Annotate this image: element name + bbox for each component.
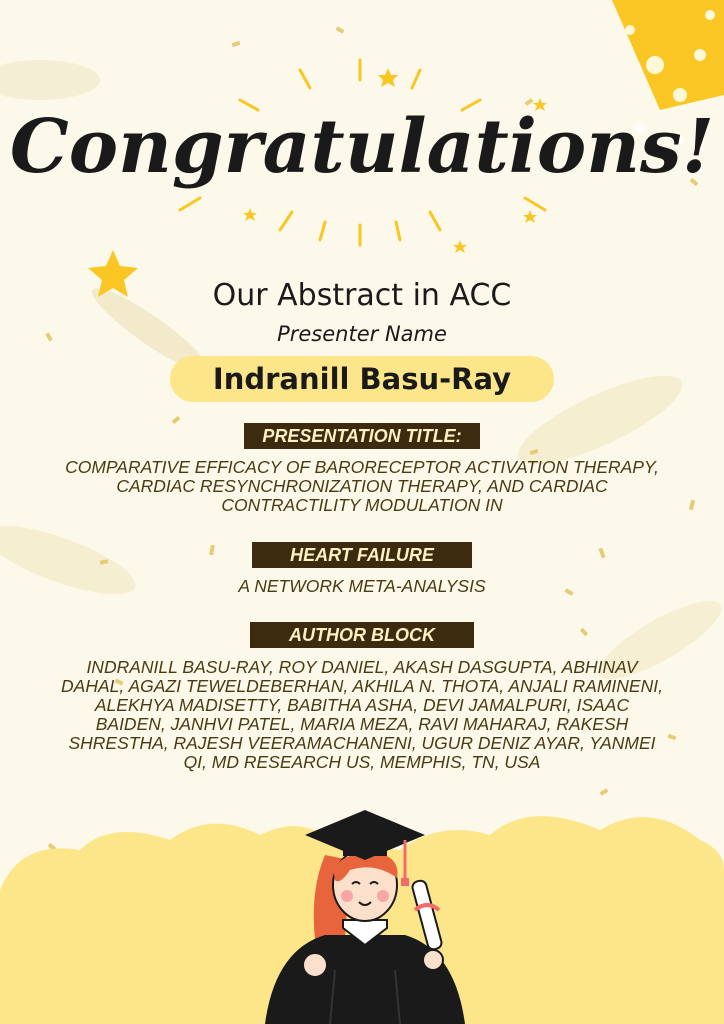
presenter-label: Presenter Name bbox=[277, 322, 447, 346]
heart-failure-text: A NETWORK META-ANALYSIS bbox=[238, 576, 486, 596]
presenter-name-pill bbox=[170, 356, 554, 402]
graduate-illustration bbox=[255, 800, 475, 1024]
congratulations-headline bbox=[0, 0, 724, 260]
heart-failure-label: HEART FAILURE bbox=[252, 542, 472, 568]
presenter-name: Indranill Basu-Ray bbox=[212, 362, 512, 396]
headline-text: Congratulations! bbox=[9, 104, 715, 190]
author-block-text: INDRANILL BASU-RAY, ROY DANIEL, AKASH DASGUPTA, ABHINAV DAHAL, AGAZI TEWELDEBERHAN, AKHILA N. THOTA, ANJALI RAMINENI, ALEKHYA MADISETTY, BABITHA ASHA, DEVI JAMALPURI, ISAAC BAIDEN, JANHVI PATEL, MARIA MEZA, RAVI MAHARAJ, RAKESH SHRESTHA, RAJESH VEERAMACHANENI, UGUR DENIZ AYAR, YANMEI QI, MD RESEARCH US, MEMPHIS, TN, USA bbox=[61, 657, 663, 772]
presentation-title-label: PRESENTATION TITLE: bbox=[244, 423, 480, 449]
abstract-heading: Our Abstract in ACC bbox=[212, 278, 512, 313]
presentation-title-text: COMPARATIVE EFFICACY OF BARORECEPTOR ACTIVATION THERAPY, CARDIAC RESYNCHRONIZATION THERAPY, AND CARDIAC CONTRACTILITY MODULATION IN bbox=[65, 457, 659, 515]
author-block-label: AUTHOR BLOCK bbox=[250, 622, 474, 648]
